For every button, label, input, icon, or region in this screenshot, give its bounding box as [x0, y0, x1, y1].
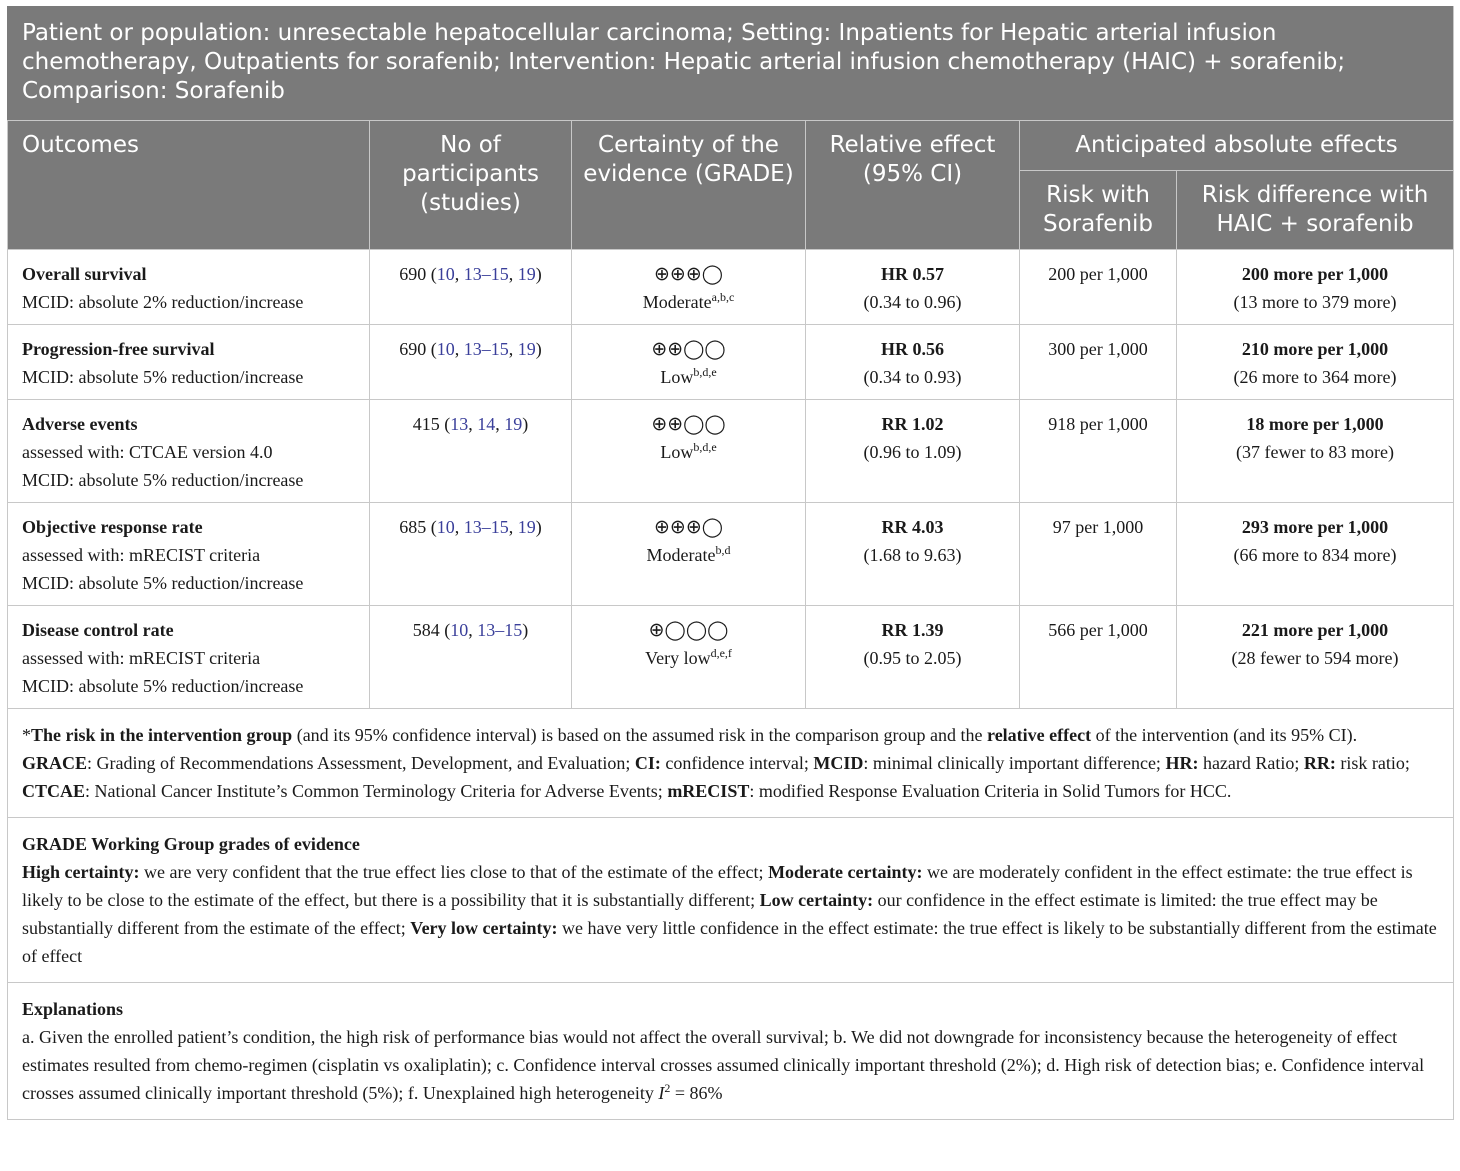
certainty-cell — [572, 503, 806, 606]
outcome-cell — [8, 325, 370, 400]
study-separator: , — [454, 339, 464, 359]
certainty-grade — [580, 288, 797, 316]
certainty-symbols: ⊕⊕◯◯ — [651, 413, 726, 435]
risk-note-text-2: of the intervention (and its 95% CI). — [1091, 725, 1358, 745]
risk-difference-value: 200 more per 1,000 — [1241, 264, 1389, 284]
study-reference-link[interactable]: 13–15 — [477, 620, 523, 640]
abbrev-key: CI: — [634, 753, 661, 773]
certainty-cell — [572, 400, 806, 503]
header-relative-effect: Relative effect (95% CI) — [806, 121, 1020, 250]
study-reference-link[interactable]: 10 — [450, 620, 469, 640]
certainty-cell — [572, 325, 806, 400]
participants-cell — [370, 250, 572, 325]
study-separator: , — [508, 264, 518, 284]
relative-effect-value: RR 4.03 — [881, 517, 944, 537]
risk-difference-value: 293 more per 1,000 — [1241, 517, 1389, 537]
certainty-grade — [580, 438, 797, 466]
outcome-title: Adverse events — [22, 414, 138, 434]
risk-difference-ci: (13 more to 379 more) — [1233, 292, 1397, 312]
relative-effect-cell — [806, 325, 1020, 400]
study-reference-link[interactable]: 19 — [504, 414, 523, 434]
grade-def-value: our confidence in the effect estimate is limited: the true effect may be substantially different from the estimate of the effect; — [22, 890, 1378, 938]
risk-note-text-1: (and its 95% confidence interval) is based on the assumed risk in the comparison group and the — [292, 725, 988, 745]
participants-cell — [370, 325, 572, 400]
abbrev-key: MCID — [813, 753, 864, 773]
certainty-symbols: ⊕⊕⊕◯ — [653, 263, 724, 285]
study-reference-link[interactable]: 14 — [477, 414, 496, 434]
study-separator: , — [495, 414, 505, 434]
outcome-cell — [8, 606, 370, 709]
relative-effect-ci: (0.34 to 0.96) — [863, 292, 962, 312]
certainty-grade — [580, 363, 797, 391]
relative-effect-value: HR 0.57 — [881, 264, 944, 284]
study-separator: ) — [535, 517, 542, 537]
study-reference-link[interactable]: 10 — [436, 517, 455, 537]
relative-effect-cell — [806, 503, 1020, 606]
risk-difference-value: 18 more per 1,000 — [1246, 414, 1384, 434]
certainty-cell — [572, 606, 806, 709]
certainty-footnotes: b,d,e — [693, 365, 717, 379]
risk-difference-ci: (26 more to 364 more) — [1233, 367, 1397, 387]
risk-note — [22, 721, 1439, 749]
risk-note-star: * — [22, 725, 31, 745]
header-participants: No of participants (studies) — [370, 121, 572, 250]
certainty-symbols: ⊕⊕⊕◯ — [653, 516, 724, 538]
outcome-detail: MCID: absolute 5% reduction/increase — [22, 367, 304, 387]
certainty-footnotes: d,e,f — [710, 646, 732, 660]
header-risk-with-sorafenib: Risk with Sorafenib — [1020, 171, 1177, 250]
abbrev-key: HR: — [1165, 753, 1199, 773]
study-reference-link[interactable]: 13–15 — [463, 264, 509, 284]
outcome-title: Progression-free survival — [22, 339, 215, 359]
risk-difference-cell — [1177, 250, 1454, 325]
study-separator: , — [468, 414, 478, 434]
risk-with-cell: 918 per 1,000 — [1020, 400, 1177, 503]
footnote-grade — [8, 818, 1454, 983]
risk-difference-cell — [1177, 503, 1454, 606]
abbrev-key: GRACE — [22, 753, 88, 773]
study-reference-link[interactable]: 13 — [450, 414, 469, 434]
abbrev-value: : modified Response Evaluation Criteria in Solid Tumors for HCC. — [749, 781, 1232, 801]
certainty-grade — [580, 644, 797, 672]
certainty-grade-label: Very low — [645, 648, 711, 668]
study-separator: ) — [522, 620, 529, 640]
relative-effect-ci: (1.68 to 9.63) — [863, 545, 962, 565]
header-anticipated-effects: Anticipated absolute effects — [1020, 121, 1454, 171]
participants-count: 685 — [399, 517, 427, 537]
study-reference-link[interactable]: 19 — [517, 264, 536, 284]
participants-count: 584 — [412, 620, 440, 640]
certainty-grade — [580, 541, 797, 569]
study-separator: , — [508, 339, 518, 359]
abbreviations — [22, 749, 1439, 805]
certainty-grade-label: Moderate — [646, 545, 716, 565]
risk-note-bold-1: The risk in the intervention group — [31, 725, 293, 745]
participants-count: 690 — [399, 339, 427, 359]
study-separator: ( — [444, 414, 451, 434]
table-row — [8, 503, 1454, 606]
study-separator: , — [454, 517, 464, 537]
grade-def-value: we are very confident that the true effect lies close to that of the estimate of the effect; — [139, 862, 769, 882]
study-separator: ) — [535, 339, 542, 359]
risk-difference-ci: (37 fewer to 83 more) — [1236, 442, 1394, 462]
relative-effect-ci: (0.96 to 1.09) — [863, 442, 962, 462]
certainty-footnotes: b,d — [715, 543, 731, 557]
relative-effect-cell — [806, 250, 1020, 325]
summary-of-findings-table — [7, 6, 1454, 1120]
outcome-rows — [8, 250, 1454, 709]
abbrev-key: CTCAE — [22, 781, 86, 801]
study-reference-link[interactable]: 10 — [436, 264, 455, 284]
grade-title: GRADE Working Group grades of evidence — [22, 834, 360, 854]
header-risk-difference: Risk difference with HAIC + sorafenib — [1177, 171, 1454, 250]
grade-definitions — [22, 858, 1439, 970]
participants-cell — [370, 503, 572, 606]
outcome-cell — [8, 503, 370, 606]
study-reference-link[interactable]: 10 — [436, 339, 455, 359]
study-separator: ) — [522, 414, 529, 434]
explanations-title: Explanations — [22, 999, 124, 1019]
outcome-title: Objective response rate — [22, 517, 203, 537]
outcome-title: Overall survival — [22, 264, 147, 284]
risk-difference-cell — [1177, 400, 1454, 503]
outcome-cell — [8, 250, 370, 325]
certainty-symbols: ⊕◯◯◯ — [648, 619, 729, 641]
footnote-risk-abbrev — [8, 709, 1454, 818]
risk-difference-cell — [1177, 325, 1454, 400]
grade-def-key: Very low certainty: — [410, 918, 558, 938]
certainty-grade-label: Low — [660, 367, 694, 387]
outcome-detail: MCID: absolute 5% reduction/increase — [22, 470, 304, 490]
study-separator: , — [468, 620, 478, 640]
i-squared-symbol: I — [658, 1083, 665, 1103]
explanations-body: a. Given the enrolled patient’s condition, the high risk of performance bias would not affect the overall survival; b. We did not downgrade for inconsistency because the heterogeneity of effect estimates resulted from chemo-regimen (cisplatin vs oxaliplatin); c. Confidence interval crosses assumed clinically important threshold (2%); d. High risk of detection bias; e. Confidence interval crosses assumed clinically important threshold (5%); f. Unexplained high heterogeneity — [22, 1027, 1425, 1103]
grade-def-key: High certainty: — [22, 862, 140, 882]
table-row — [8, 606, 1454, 709]
footnote-explanations — [8, 983, 1454, 1120]
grade-def-key: Low certainty: — [759, 890, 874, 910]
study-reference-link[interactable]: 13–15 — [463, 517, 509, 537]
participants-cell — [370, 400, 572, 503]
header-certainty: Certainty of the evidence (GRADE) — [572, 121, 806, 250]
grade-def-value: we have very little confidence in the effect estimate: the true effect is likely to be substantially different from the estimate of effect — [22, 918, 1437, 966]
risk-difference-ci: (28 fewer to 594 more) — [1231, 648, 1399, 668]
study-separator: , — [454, 264, 464, 284]
i-squared-value: = 86% — [670, 1083, 723, 1103]
outcome-title: Disease control rate — [22, 620, 174, 640]
abbrev-value: hazard Ratio; — [1198, 753, 1304, 773]
certainty-grade-label: Low — [660, 442, 694, 462]
study-separator: ( — [444, 620, 451, 640]
study-reference-link[interactable]: 13–15 — [463, 339, 509, 359]
study-reference-link[interactable]: 19 — [517, 339, 536, 359]
relative-effect-value: HR 0.56 — [881, 339, 944, 359]
participants-count: 690 — [399, 264, 427, 284]
study-reference-link[interactable]: 19 — [517, 517, 536, 537]
risk-difference-value: 210 more per 1,000 — [1241, 339, 1389, 359]
abbrev-value: : minimal clinically important difference; — [863, 753, 1166, 773]
abbrev-key: mRECIST — [667, 781, 750, 801]
certainty-footnotes: a,b,c — [711, 290, 735, 304]
header-outcomes: Outcomes — [8, 121, 370, 250]
risk-difference-value: 221 more per 1,000 — [1241, 620, 1389, 640]
study-separator: , — [508, 517, 518, 537]
abbrev-value: confidence interval; — [660, 753, 814, 773]
participants-cell — [370, 606, 572, 709]
risk-difference-cell — [1177, 606, 1454, 709]
study-separator: ( — [430, 339, 437, 359]
relative-effect-cell — [806, 606, 1020, 709]
abbrev-value: risk ratio; — [1335, 753, 1410, 773]
risk-with-cell: 300 per 1,000 — [1020, 325, 1177, 400]
outcome-detail: assessed with: CTCAE version 4.0 — [22, 442, 273, 462]
study-separator: ) — [535, 264, 542, 284]
certainty-cell — [572, 250, 806, 325]
certainty-footnotes: b,d,e — [693, 440, 717, 454]
outcome-detail: MCID: absolute 5% reduction/increase — [22, 573, 304, 593]
risk-with-cell: 566 per 1,000 — [1020, 606, 1177, 709]
abbrev-key: RR: — [1303, 753, 1336, 773]
table-row — [8, 400, 1454, 503]
certainty-symbols: ⊕⊕◯◯ — [651, 338, 726, 360]
risk-with-cell: 200 per 1,000 — [1020, 250, 1177, 325]
i-squared-exponent: 2 — [664, 1081, 671, 1095]
relative-effect-value: RR 1.39 — [881, 620, 944, 640]
table-row — [8, 250, 1454, 325]
risk-difference-ci: (66 more to 834 more) — [1233, 545, 1397, 565]
outcome-detail: MCID: absolute 5% reduction/increase — [22, 676, 304, 696]
study-separator: ( — [430, 264, 437, 284]
risk-with-cell: 97 per 1,000 — [1020, 503, 1177, 606]
study-separator: ( — [430, 517, 437, 537]
population-banner: Patient or population: unresectable hepatocellular carcinoma; Setting: Inpatients for Hepatic arterial infusion chemotherapy, Outpatients for sorafenib; Intervention: Hepatic arterial infusion chemotherapy (HAIC) + sorafenib; Comparison: Sorafenib — [8, 7, 1454, 121]
sof-table-wrapper — [7, 6, 1453, 1120]
abbrev-value: : Grading of Recommendations Assessment, Development, and Evaluation; — [87, 753, 635, 773]
table-row — [8, 325, 1454, 400]
participants-count: 415 — [412, 414, 440, 434]
outcome-detail: MCID: absolute 2% reduction/increase — [22, 292, 304, 312]
risk-note-bold-2: relative effect — [987, 725, 1092, 745]
outcome-detail: assessed with: mRECIST criteria — [22, 648, 261, 668]
explanations-text — [22, 1023, 1439, 1107]
certainty-grade-label: Moderate — [642, 292, 712, 312]
relative-effect-ci: (0.95 to 2.05) — [863, 648, 962, 668]
outcome-detail: assessed with: mRECIST criteria — [22, 545, 261, 565]
relative-effect-value: RR 1.02 — [881, 414, 944, 434]
grade-def-key: Moderate certainty: — [768, 862, 923, 882]
outcome-cell — [8, 400, 370, 503]
relative-effect-cell — [806, 400, 1020, 503]
abbrev-value: : National Cancer Institute’s Common Terminology Criteria for Adverse Events; — [85, 781, 668, 801]
grade-def-value: we are moderately confident in the effect estimate: the true effect is likely to be close to the estimate of the effect, but there is a possibility that it is substantially different; — [22, 862, 1413, 910]
relative-effect-ci: (0.34 to 0.93) — [863, 367, 962, 387]
